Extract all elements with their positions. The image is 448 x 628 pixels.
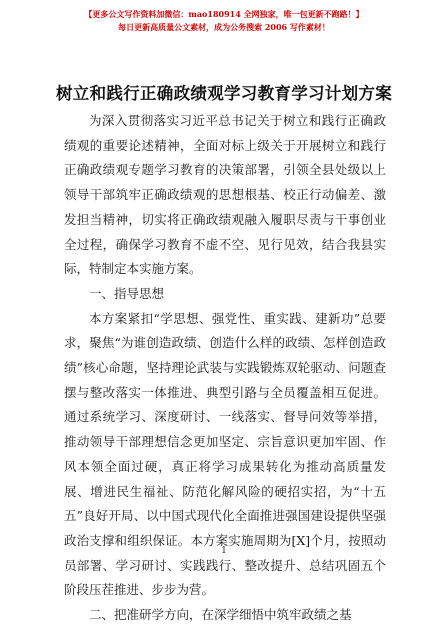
section-heading-2: 二、把准研学方向，在深学细悟中筑牢政绩之基	[89, 607, 352, 623]
section-heading-1: 一、指导思想	[89, 285, 165, 301]
page-number: 1	[221, 546, 227, 556]
intro-paragraph: 为深入贯彻落实习近平总书记关于树立和践行正确政绩观的重要论述精神，全面对标上级关于开展树立和践行正确政绩观专题学习教育的决策部署，引领全县处级以上领导干部筑牢正确政绩观的思想根基、校正行动偏差、激发担当精神，切实将正确政绩观融入履职尽责与干事创业全过程，确保学习教育不虚不空、见行见效，结合我县实际，特制定本实施方案。	[64, 113, 386, 277]
promo-banner	[0, 8, 448, 34]
promo-banner-line1: 【更多公文写作资料加微信：mao180914 全网独家，唯一包更新不跑路！】	[84, 9, 364, 19]
section-1-paragraph: 本方案紧扣“学思想、强党性、重实践、建新功”总要求，聚焦“为谁创造政绩、创造什么样的政绩、怎样创造政绩”核心命题，坚持理论武装与实践锻炼双轮驱动、问题查摆与整改落实一体推进、典型引路与全员覆盖相互促进。通过系统学习、深度研讨、一线落实、督导问效等举措，推动领导干部理想信念更加坚定、宗旨意识更加牢固、作风本领全面过硬，真正将学习成果转化为推动高质量发展、增进民生福祉、防范化解风险的硬招实招，为“十五五”良好开局、以中国式现代化全面推进强国建设提供坚强政治支撑和组织保证。本方案实施周期为[X]个月，按照动员部署、学习研讨、实践践行、整改提升、总结巩固五个阶段压茬推进、步步为营。	[64, 310, 386, 598]
document-title: 树立和践行正确政绩观学习教育学习计划方案	[56, 84, 392, 103]
promo-banner-line2: 每日更新高质量公文素材，成为公务搜索 2006 写作素材！	[118, 22, 330, 32]
